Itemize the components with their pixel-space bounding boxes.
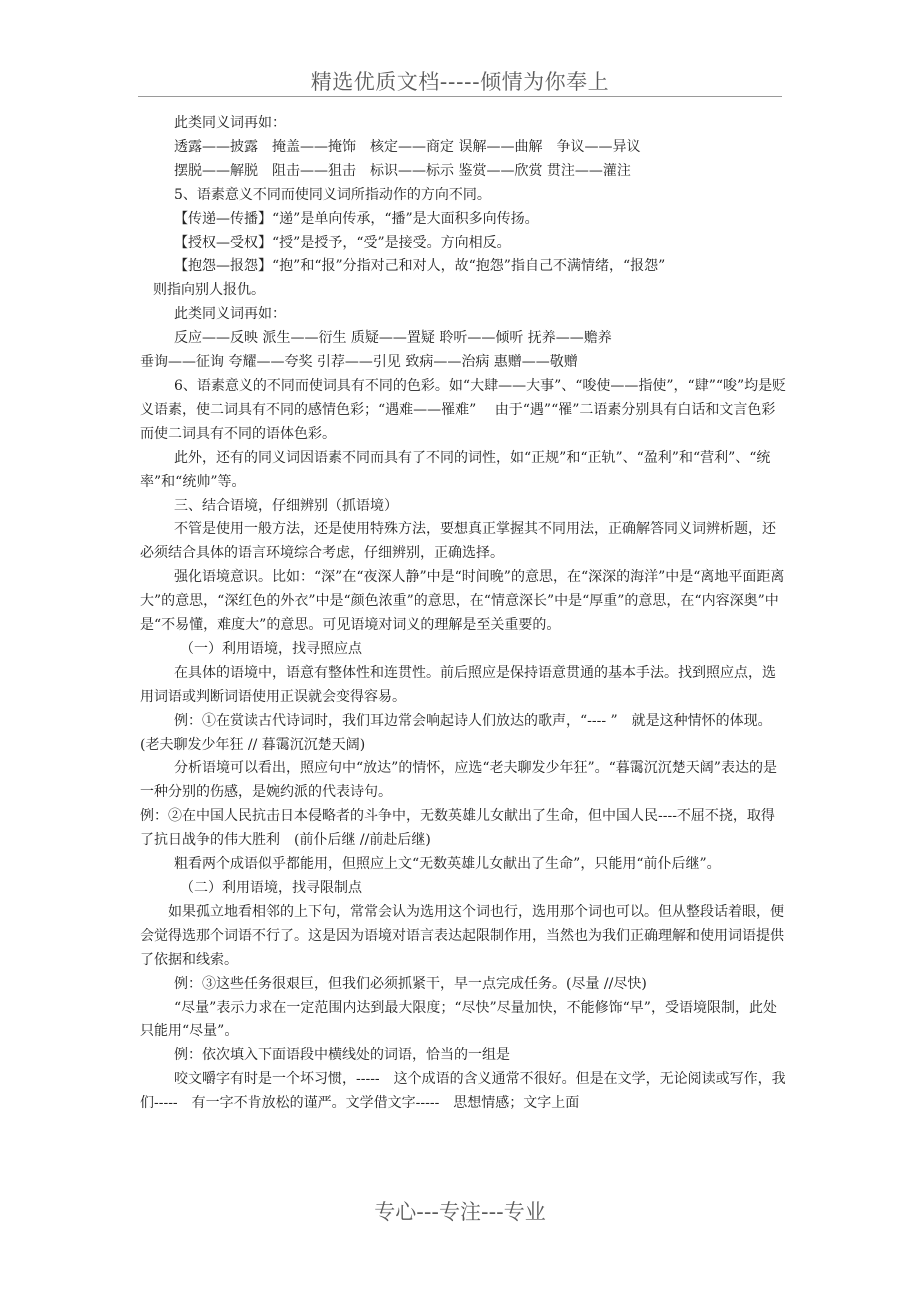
page-footer: 专心---专注---专业 [374,1200,546,1224]
example-paragraph: 例：①在赏读古代诗词时，我们耳边常会响起诗人们放达的歌声，“---- ” 就是这种情怀的体现。(老夫聊发少年狂 // 暮霭沉沉楚天阔) [140,712,772,753]
paragraph: 6、语素意义的不同而使词具有不同的色彩。如“大肆——大事”、“唆使——指使”，“肆”“唆”均是贬义语素，使二词具有不同的感情色彩；“遇难——罹难” 由于“遇”“罹”二语素分别具有白话和文言色彩而使二词具有不同的语体色彩。 [140,377,787,442]
paragraph: 分析语境可以看出，照应句中“放达”的情怀，应选“老夫聊发少年狂”。“暮霭沉沉楚天阔”表达的是一种分别的伤感，是婉约派的代表诗句。 [140,760,777,801]
example-paragraph: 例：依次填入下面语段中横线处的词语，恰当的一组是 [174,1047,510,1064]
paragraph: 【抱怨—报怨】“抱”和“报”分指对己和对人，故“抱怨”指自己不满情绪，“报怨” [174,258,666,275]
paragraph: 【传递—传播】“递”是单向传承，“播”是大面积多向传扬。 [174,210,539,227]
paragraph: 摆脱——解脱 阻击——狙击 标识——标示 鉴赏——欣赏 贯注——灌注 [174,162,631,179]
example-paragraph: 例：③这些任务很艰巨，但我们必须抓紧干，早一点完成任务。(尽量 //尽快) [174,975,647,992]
example-paragraph: 例：②在中国人民抗击日本侵略者的斗争中，无数英雄儿女献出了生命，但中国人民----不屈不挠，取得了抗日战争的伟大胜利 (前仆后继 //前赴后继) [140,808,775,849]
paragraph: 强化语境意识。比如：“深”在“夜深人静”中是“时间晚”的意思，在“深深的海洋”中是“离地平面距离大”的意思，“深红色的外衣”中是“颜色浓重”的意思，在“情意深长”中是“厚重”的意思，在“内容深奥”中是“不易懂，难度大”的意思。可见语境对词义的理解是至关重要的。 [140,569,785,634]
paragraph: 5、语素意义不同而使同义词所指动作的方向不同。 [174,186,491,203]
paragraph: 此类同义词再如： [174,115,286,131]
paragraph: 不管是使用一般方法，还是使用特殊方法，要想真正掌握其不同用法，正确解答同义词辨析题，还必须结合具体的语言环境综合考虑，仔细辨别，正确选择。 [140,521,776,562]
header-divider [138,96,782,97]
document-body [140,112,788,1116]
paragraph: “尽量”表示力求在一定范围内达到最大限度；“尽快”尽量加快，不能修饰“早”，受语境限制，此处只能用“尽量”。 [140,999,777,1040]
section-heading: 三、结合语境，仔细辨别（抓语境） [174,497,398,514]
paragraph: 垂询——征询 夸耀——夸奖 引荐——引见 致病——治病 惠赠——敬赠 [140,354,578,371]
paragraph: 粗看两个成语似乎都能用，但照应上文“无数英雄儿女献出了生命”，只能用“前仆后继”。 [174,856,721,873]
subsection-heading: （二）利用语境，找寻限制点 [180,880,362,896]
paragraph: 咬文嚼字有时是一个坏习惯，----- 这个成语的含义通常不很好。但是在文学，无论阅读或写作，我们----- 有一字不肯放松的谨严。文学借文字----- 思想情感；文字上面 [140,1071,786,1112]
paragraph: 透露——披露 掩盖——掩饰 核定——商定 误解——曲解 争议——异议 [174,138,641,155]
paragraph: 此外，还有的同义词因语素不同而具有了不同的词性，如“正规”和“正轨”、“盈利”和“营利”、“统率”和“统帅”等。 [140,449,771,490]
paragraph: 【授权—受权】“授”是授予，“受”是接受。方向相反。 [174,234,511,251]
paragraph: 则指向别人报仇。 [153,282,265,299]
subsection-heading: （一）利用语境，找寻照应点 [180,640,362,657]
paragraph: 如果孤立地看相邻的上下句，常常会认为选用这个词也行，选用那个词也可以。但从整段话着眼，便会觉得选那个词语不行了。这是因为语境对语言表达起限制作用，当然也为我们正确理解和使用词语提供了依据和线索。 [140,903,784,968]
paragraph: 反应——反映 派生——衍生 质疑——置疑 聆听——倾听 抚养——赡养 [174,330,612,347]
paragraph: 此类同义词再如： [174,306,286,323]
page-header: 精选优质文档-----倾情为你奉上 [310,70,610,94]
paragraph: 在具体的语境中，语意有整体性和连贯性。前后照应是保持语意贯通的基本手法。找到照应点，选用词语或判断词语使用正误就会变得容易。 [140,664,776,705]
